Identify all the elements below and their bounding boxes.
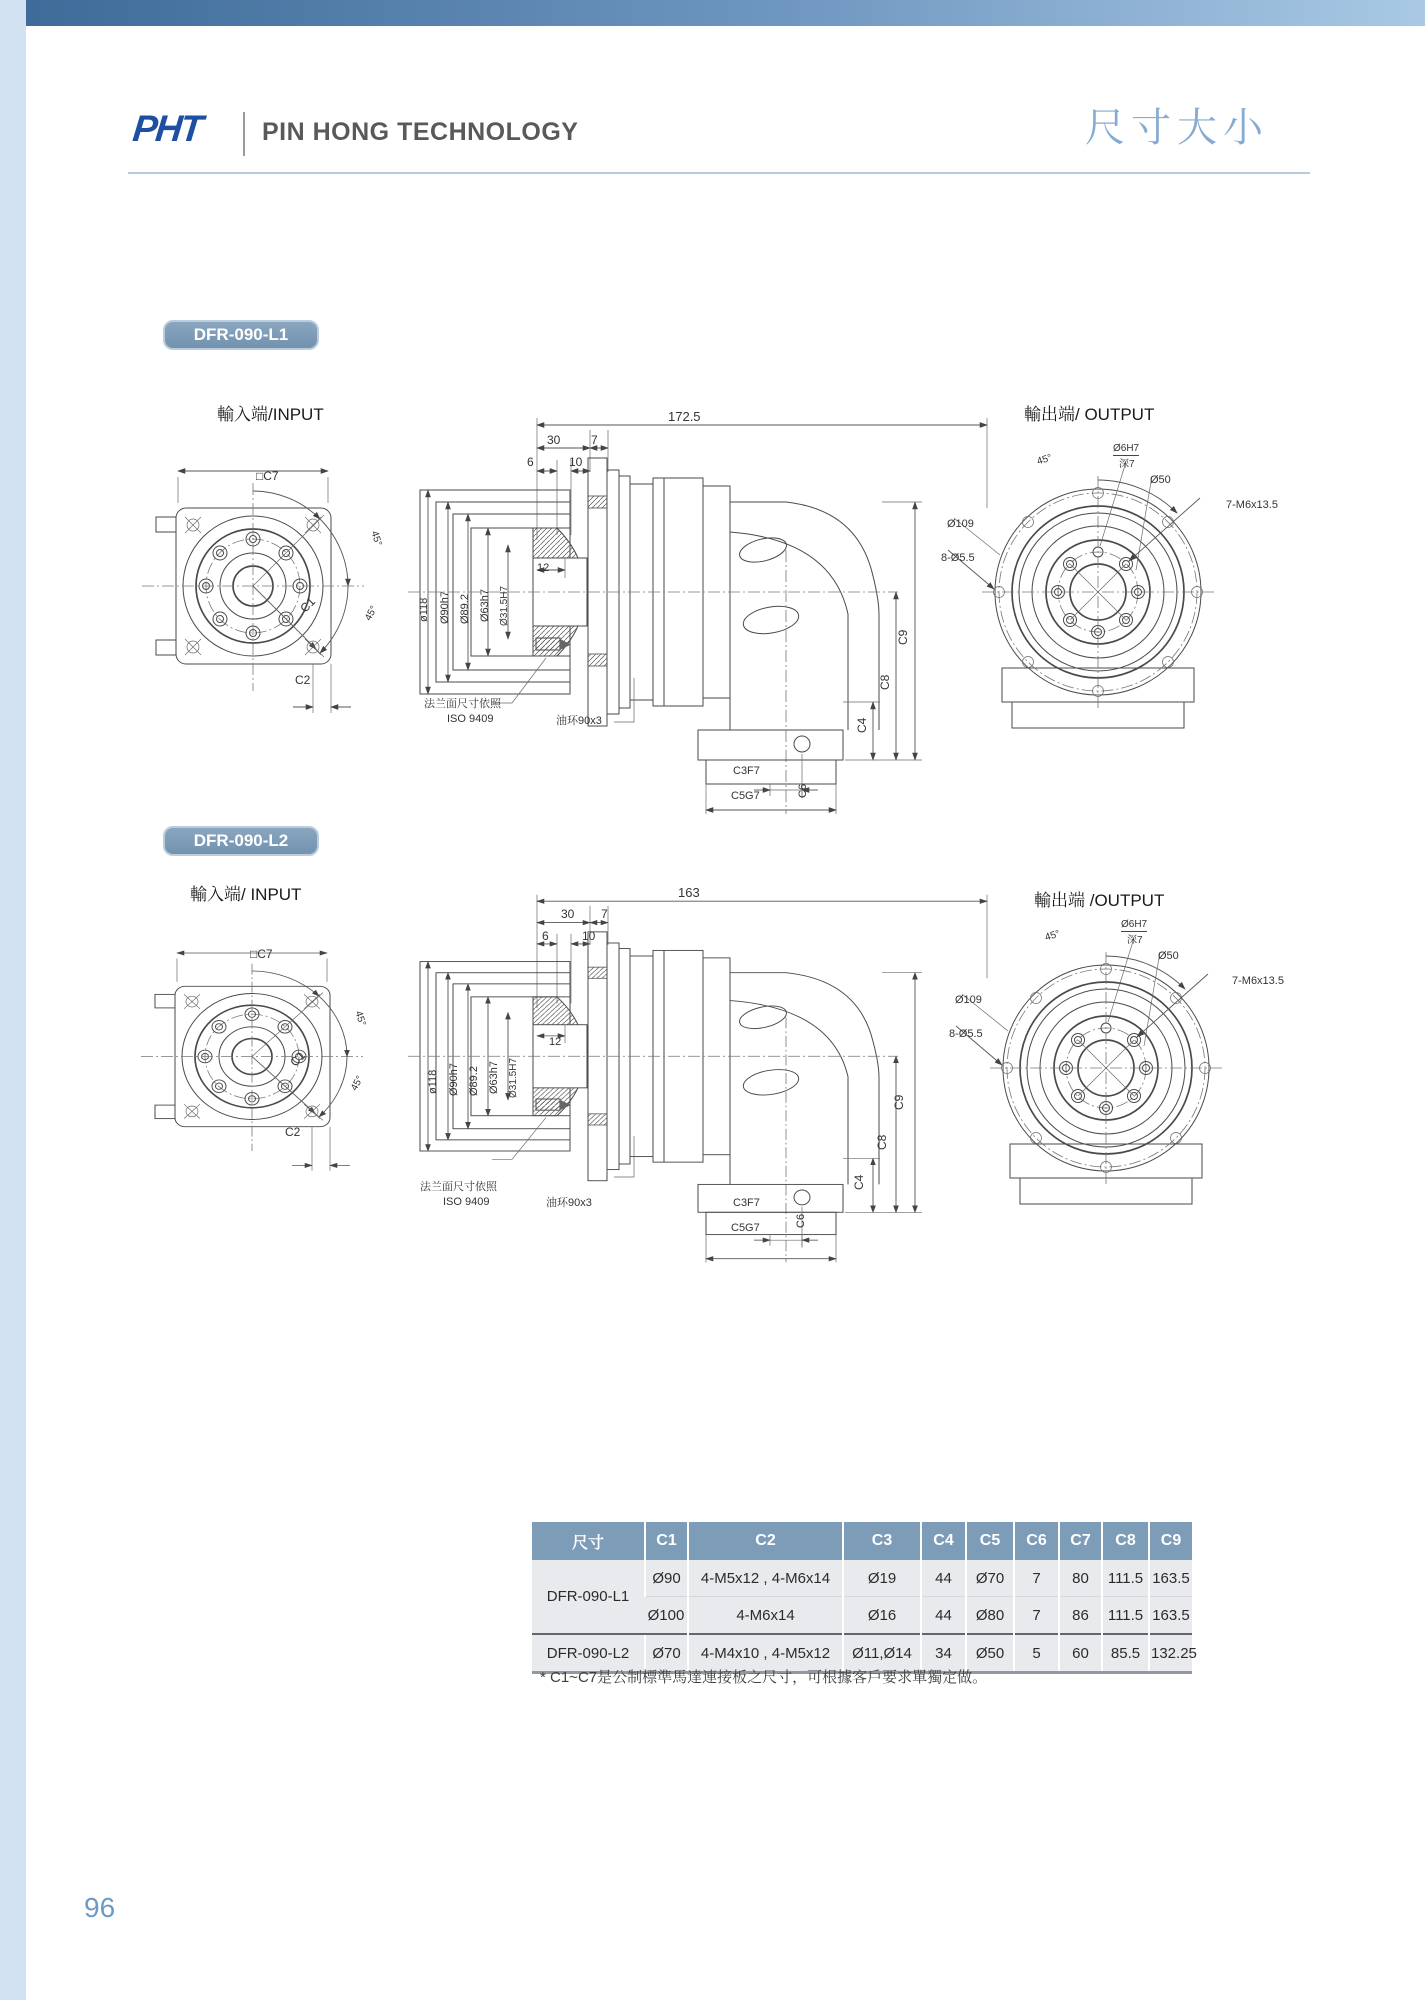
dim-label-c1-s1: C1 bbox=[297, 594, 319, 616]
dim-label-d12-s1: 12 bbox=[537, 562, 550, 574]
dim-label-c6-s2: C6 bbox=[795, 1213, 807, 1228]
dim-label-c4-s1: C4 bbox=[855, 717, 869, 733]
dim-label-d6-s2: 6 bbox=[542, 929, 549, 943]
cell-c7: 86 bbox=[1059, 1597, 1102, 1635]
dim-label-dia2-s1: Ø90h7 bbox=[439, 590, 451, 624]
column-header: C2 bbox=[688, 1522, 843, 1560]
output-flange-drawing-l2 bbox=[946, 908, 1266, 1228]
dim-label-oil-s1: 油环90x3 bbox=[556, 715, 602, 727]
column-header: C3 bbox=[843, 1522, 921, 1560]
dim-label-d10-s2: 10 bbox=[582, 929, 596, 943]
dim-label-fn2-s2: ISO 9409 bbox=[443, 1196, 490, 1208]
dim-label-sq_c7-s1: □C7 bbox=[256, 469, 279, 483]
dim-label-c2-s1: C2 bbox=[295, 673, 311, 687]
dim-label-dia2-s2: Ø90h7 bbox=[448, 1062, 460, 1096]
dim-label-c3-s2: C3F7 bbox=[733, 1197, 760, 1209]
dim-label-total-s1: 172.5 bbox=[668, 409, 701, 424]
input-view-label-l1: 輸入端/INPUT bbox=[217, 405, 324, 424]
output-view-label-l1: 輸出端/ OUTPUT bbox=[1024, 405, 1155, 424]
dim-label-c3-s1: C3F7 bbox=[733, 765, 760, 777]
dim-label-fn1-s1: 法兰面尺寸依照 bbox=[424, 698, 501, 710]
cell-c4: 44 bbox=[921, 1597, 966, 1635]
dim-label-oil-s2: 油环90x3 bbox=[546, 1197, 592, 1209]
cell-c2: 4-M6x14 bbox=[688, 1597, 843, 1635]
cell-c3: Ø11,Ø14 bbox=[843, 1634, 921, 1673]
output-view-label-l2: 輸出端 /OUTPUT bbox=[1034, 891, 1165, 910]
cell-c8: 111.5 bbox=[1102, 1597, 1149, 1635]
column-header: C8 bbox=[1102, 1522, 1149, 1560]
cell-c9: 163.5 bbox=[1149, 1560, 1192, 1597]
dim-label-d7-s1: 7 bbox=[591, 433, 598, 447]
cell-c9: 132.25 bbox=[1149, 1634, 1192, 1673]
column-header: 尺寸 bbox=[532, 1522, 645, 1560]
input-view-label-l2: 輸入端/ INPUT bbox=[190, 885, 302, 904]
dim-label-dia4-s2: Ø63h7 bbox=[488, 1060, 500, 1094]
dim-label-d50-s1: Ø50 bbox=[1150, 474, 1171, 486]
dim-label-thread-s2: 7-M6x13.5 bbox=[1232, 975, 1284, 987]
cell-c1: Ø70 bbox=[645, 1634, 688, 1673]
cell-c6: 7 bbox=[1014, 1597, 1059, 1635]
dim-label-a45-s2: 45° bbox=[349, 1074, 366, 1093]
dim-label-a45-s2: 45° bbox=[1043, 928, 1062, 944]
cell-c7: 60 bbox=[1059, 1634, 1102, 1673]
cell-c9: 163.5 bbox=[1149, 1597, 1192, 1635]
dim-label-bore-s2: Ø6H7 bbox=[1121, 919, 1148, 930]
cell-c4: 34 bbox=[921, 1634, 966, 1673]
dim-label-c8-s1: C8 bbox=[878, 674, 892, 690]
dim-label-d6-s1: 6 bbox=[527, 455, 534, 469]
dim-label-c5-s1: C5G7 bbox=[731, 790, 760, 802]
cell-c1: Ø100 bbox=[645, 1597, 688, 1635]
table-header-row bbox=[532, 1522, 1192, 1560]
dim-label-sq_c7-s2: □C7 bbox=[250, 947, 273, 961]
column-header: C7 bbox=[1059, 1522, 1102, 1560]
dim-label-a45-s1: 45° bbox=[363, 604, 380, 623]
dim-label-depth-s1: 深7 bbox=[1119, 459, 1135, 470]
dim-label-c5-s2: C5G7 bbox=[731, 1222, 760, 1234]
dim-label-dia4-s1: Ø63h7 bbox=[479, 588, 491, 622]
cell-c2: 4-M5x12 , 4-M6x14 bbox=[688, 1560, 843, 1597]
dim-label-dia5-s2: Ø31.5H7 bbox=[508, 1057, 519, 1098]
column-header: C1 bbox=[645, 1522, 688, 1560]
column-header: C9 bbox=[1149, 1522, 1192, 1560]
input-flange-drawing-l2 bbox=[147, 935, 377, 1205]
section-badge-l1: DFR-090-L1 bbox=[163, 320, 319, 350]
dim-label-d30-s2: 30 bbox=[561, 907, 575, 921]
left-sidebar bbox=[0, 0, 26, 2000]
column-header: C6 bbox=[1014, 1522, 1059, 1560]
cell-c3: Ø19 bbox=[843, 1560, 921, 1597]
dim-label-thread-s1: 7-M6x13.5 bbox=[1226, 499, 1278, 511]
page-title: 尺寸大小 bbox=[1085, 106, 1269, 150]
output-flange-drawing-l1 bbox=[938, 432, 1258, 752]
cell-c5: Ø50 bbox=[966, 1634, 1014, 1673]
header-rule bbox=[128, 172, 1310, 174]
dim-label-c4-s2: C4 bbox=[852, 1174, 866, 1190]
dim-label-dia1-s1: ø118 bbox=[418, 597, 430, 622]
dim-label-d7-s2: 7 bbox=[601, 907, 608, 921]
dim-label-depth-s2: 深7 bbox=[1127, 935, 1143, 946]
dim-label-c9-s2: C9 bbox=[892, 1094, 906, 1110]
cell-c7: 80 bbox=[1059, 1560, 1102, 1597]
cell-model: DFR-090-L1 bbox=[532, 1560, 645, 1634]
dim-label-dia1-s2: ø118 bbox=[427, 1069, 439, 1094]
dim-label-c8-s2: C8 bbox=[875, 1134, 889, 1150]
dim-label-a45-s2: 45° bbox=[352, 1009, 368, 1028]
dim-label-d12-s2: 12 bbox=[549, 1036, 562, 1048]
cell-c2: 4-M4x10 , 4-M5x12 bbox=[688, 1634, 843, 1673]
column-header: C4 bbox=[921, 1522, 966, 1560]
page-number: 96 bbox=[84, 1892, 116, 1923]
pht-logo: PHT bbox=[130, 108, 204, 149]
dim-label-a45-s1: 45° bbox=[368, 529, 384, 548]
column-header: C5 bbox=[966, 1522, 1014, 1560]
top-accent-bar bbox=[26, 0, 1425, 26]
dim-label-d109-s1: Ø109 bbox=[947, 518, 974, 530]
logo-divider bbox=[243, 112, 245, 156]
dimension-table bbox=[532, 1522, 1197, 1674]
dim-label-dia3-s2: Ø89.2 bbox=[468, 1066, 480, 1096]
cell-c5: Ø80 bbox=[966, 1597, 1014, 1635]
cell-c1: Ø90 bbox=[645, 1560, 688, 1597]
dim-label-c2-s2: C2 bbox=[285, 1125, 301, 1139]
table-footnote: * C1~C7是公制標準馬達連接板之尺寸，可根據客戶要求單獨定做。 bbox=[540, 1669, 988, 1686]
cell-c6: 5 bbox=[1014, 1634, 1059, 1673]
table-row bbox=[532, 1560, 1192, 1597]
cell-c8: 85.5 bbox=[1102, 1634, 1149, 1673]
cell-c6: 7 bbox=[1014, 1560, 1059, 1597]
dim-label-a45-s1: 45° bbox=[1035, 452, 1054, 468]
dim-label-holes-s1: 8-Ø5.5 bbox=[941, 552, 975, 564]
cell-c8: 111.5 bbox=[1102, 1560, 1149, 1597]
section-badge-l2: DFR-090-L2 bbox=[163, 826, 319, 856]
cell-c4: 44 bbox=[921, 1560, 966, 1597]
dim-label-bore-s1: Ø6H7 bbox=[1113, 443, 1140, 454]
cell-model: DFR-090-L2 bbox=[532, 1634, 645, 1673]
dim-label-d109-s2: Ø109 bbox=[955, 994, 982, 1006]
cell-c3: Ø16 bbox=[843, 1597, 921, 1635]
dim-label-dia5-s1: Ø31.5H7 bbox=[499, 585, 510, 626]
dim-label-d30-s1: 30 bbox=[547, 433, 561, 447]
dim-label-fn2-s1: ISO 9409 bbox=[447, 713, 494, 725]
side-section-drawing-l2 bbox=[350, 878, 990, 1268]
dim-label-c1-s2: C1 bbox=[287, 1048, 309, 1070]
dim-label-holes-s2: 8-Ø5.5 bbox=[949, 1028, 983, 1040]
dim-label-c9-s1: C9 bbox=[896, 629, 910, 645]
input-flange-drawing-l1 bbox=[148, 451, 378, 751]
dim-label-d50-s2: Ø50 bbox=[1158, 950, 1179, 962]
dim-label-c6-s1: C6 bbox=[797, 783, 809, 798]
company-name: PIN HONG TECHNOLOGY bbox=[262, 118, 579, 146]
cell-c5: Ø70 bbox=[966, 1560, 1014, 1597]
dim-label-total-s2: 163 bbox=[678, 885, 700, 900]
dim-label-fn1-s2: 法兰面尺寸依照 bbox=[420, 1181, 497, 1193]
dim-label-dia3-s1: Ø89.2 bbox=[459, 594, 471, 624]
dim-label-d10-s1: 10 bbox=[569, 455, 583, 469]
